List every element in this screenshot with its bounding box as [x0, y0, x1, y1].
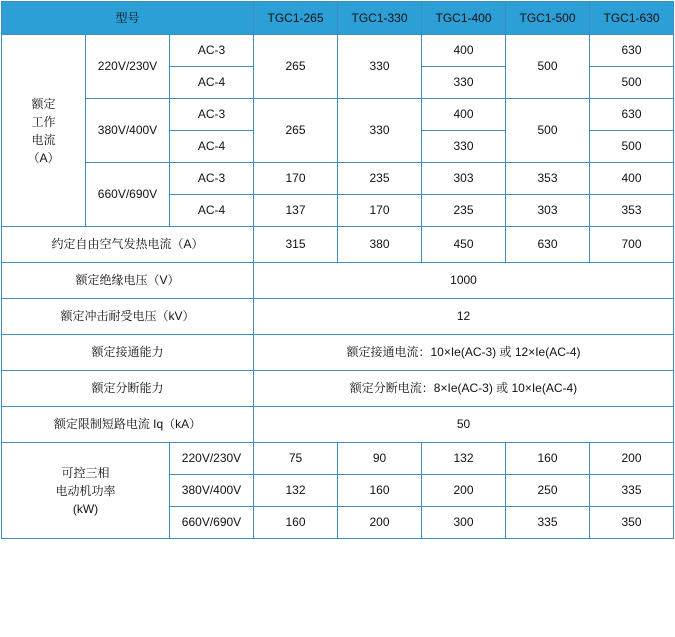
cell-current-660-ac3-500: 353 — [506, 163, 590, 195]
cell-motor-660-500: 335 — [506, 507, 590, 539]
label-motor-voltage-660: 660V/690V — [170, 507, 254, 539]
header-cell-tgc1-500: TGC1-500 — [506, 2, 590, 35]
cell-current-660-ac4-265: 137 — [254, 195, 338, 227]
table-row — [2, 443, 674, 475]
cell-motor-380-500: 250 — [506, 475, 590, 507]
cell-current-220-ac3-630: 630 — [590, 35, 674, 67]
cell-current-380-265: 265 — [254, 99, 338, 163]
cell-motor-220-630: 200 — [590, 443, 674, 475]
cell-current-220-330: 330 — [338, 35, 422, 99]
header-cell-tgc1-630: TGC1-630 — [590, 2, 674, 35]
label-motor-voltage-220: 220V/230V — [170, 443, 254, 475]
label-line-1: 额定 — [31, 96, 56, 111]
label-line-3: 电流 — [31, 132, 56, 147]
cell-motor-660-630: 350 — [590, 507, 674, 539]
label-motor-power — [2, 443, 170, 539]
motor-power-label-line-2: 电动机功率 — [55, 483, 116, 498]
table-row — [2, 163, 674, 195]
cell-current-220-265: 265 — [254, 35, 338, 99]
cell-current-660-ac4-630: 353 — [590, 195, 674, 227]
cell-rated-breaking-capacity-value: 额定分断电流：8×Ie(AC-3) 或 10×Ie(AC-4) — [254, 371, 674, 407]
table-row — [2, 227, 674, 263]
cell-motor-380-265: 132 — [254, 475, 338, 507]
cell-motor-380-330: 160 — [338, 475, 422, 507]
cell-motor-380-400: 200 — [422, 475, 506, 507]
motor-power-label-line-3: (kW) — [72, 501, 99, 516]
cell-current-220-500: 500 — [506, 35, 590, 99]
cell-motor-220-330: 90 — [338, 443, 422, 475]
specification-table — [1, 1, 674, 539]
cell-current-220-ac3-400: 400 — [422, 35, 506, 67]
cell-current-380-330: 330 — [338, 99, 422, 163]
cell-motor-660-400: 300 — [422, 507, 506, 539]
cell-current-380-ac3-630: 630 — [590, 99, 674, 131]
label-rated-operating-current — [2, 35, 86, 227]
header-cell-tgc1-330: TGC1-330 — [338, 2, 422, 35]
label-rated-breaking-capacity: 额定分断能力 — [2, 371, 254, 407]
table-row — [2, 299, 674, 335]
table-row — [2, 335, 674, 371]
table-row — [2, 407, 674, 443]
motor-power-label-line-1: 可控三相 — [61, 465, 110, 480]
cell-motor-220-400: 132 — [422, 443, 506, 475]
cell-motor-660-265: 160 — [254, 507, 338, 539]
label-rated-impulse-withstand-voltage: 额定冲击耐受电压（kV） — [2, 299, 254, 335]
table-row — [2, 371, 674, 407]
label-rated-insulation-voltage: 额定绝缘电压（V） — [2, 263, 254, 299]
cell-current-660-ac3-630: 400 — [590, 163, 674, 195]
cell-current-220-ac4-630: 500 — [590, 67, 674, 99]
cell-rated-impulse-withstand-voltage-value: 12 — [254, 299, 674, 335]
cell-current-660-ac3-330: 235 — [338, 163, 422, 195]
table-header-row — [2, 2, 674, 35]
cell-thermal-400: 450 — [422, 227, 506, 263]
label-ac3-380: AC-3 — [170, 99, 254, 131]
cell-current-380-ac4-630: 500 — [590, 131, 674, 163]
header-cell-tgc1-400: TGC1-400 — [422, 2, 506, 35]
header-cell-model: 型号 — [2, 2, 254, 35]
table-row — [2, 35, 674, 67]
cell-thermal-265: 315 — [254, 227, 338, 263]
cell-current-660-ac4-400: 235 — [422, 195, 506, 227]
cell-current-660-ac3-265: 170 — [254, 163, 338, 195]
label-voltage-380: 380V/400V — [86, 99, 170, 163]
cell-rated-making-capacity-value: 额定接通电流：10×Ie(AC-3) 或 12×Ie(AC-4) — [254, 335, 674, 371]
cell-current-660-ac4-500: 303 — [506, 195, 590, 227]
cell-thermal-330: 380 — [338, 227, 422, 263]
table-row — [2, 263, 674, 299]
cell-rated-conditional-short-circuit-current-value: 50 — [254, 407, 674, 443]
label-voltage-660: 660V/690V — [86, 163, 170, 227]
label-motor-voltage-380: 380V/400V — [170, 475, 254, 507]
cell-rated-insulation-voltage-value: 1000 — [254, 263, 674, 299]
cell-current-220-ac4-400: 330 — [422, 67, 506, 99]
cell-current-380-500: 500 — [506, 99, 590, 163]
label-ac3-220: AC-3 — [170, 35, 254, 67]
label-line-2: 工作 — [31, 114, 56, 129]
table-body — [2, 35, 674, 539]
cell-motor-220-500: 160 — [506, 443, 590, 475]
header-cell-tgc1-265: TGC1-265 — [254, 2, 338, 35]
cell-current-660-ac3-400: 303 — [422, 163, 506, 195]
label-line-4: （A） — [27, 150, 60, 165]
table-row — [2, 99, 674, 131]
cell-thermal-630: 700 — [590, 227, 674, 263]
cell-motor-660-330: 200 — [338, 507, 422, 539]
label-ac3-660: AC-3 — [170, 163, 254, 195]
cell-thermal-500: 630 — [506, 227, 590, 263]
cell-current-380-ac3-400: 400 — [422, 99, 506, 131]
label-ac4-660: AC-4 — [170, 195, 254, 227]
table-header — [2, 2, 674, 35]
label-voltage-220: 220V/230V — [86, 35, 170, 99]
cell-motor-380-630: 335 — [590, 475, 674, 507]
label-rated-conditional-short-circuit-current: 额定限制短路电流 Iq（kA） — [2, 407, 254, 443]
label-ac4-220: AC-4 — [170, 67, 254, 99]
label-ac4-380: AC-4 — [170, 131, 254, 163]
label-conventional-thermal-current: 约定自由空气发热电流（A） — [2, 227, 254, 263]
cell-motor-220-265: 75 — [254, 443, 338, 475]
label-rated-making-capacity: 额定接通能力 — [2, 335, 254, 371]
cell-current-660-ac4-330: 170 — [338, 195, 422, 227]
cell-current-380-ac4-400: 330 — [422, 131, 506, 163]
